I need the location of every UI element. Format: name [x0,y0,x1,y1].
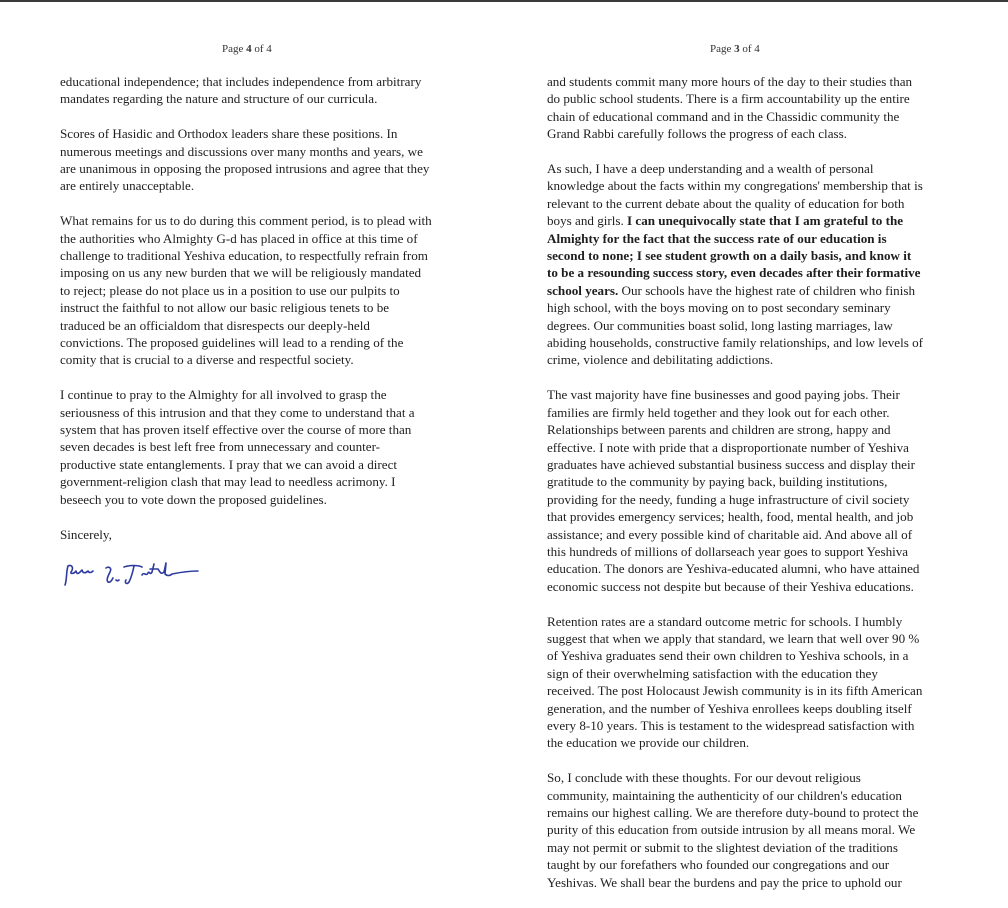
page-3-body [547,73,923,908]
paragraph: and students commit many more hours of the day to their studies than do public school students. There is a firm accountability up the entire chain of educational command and in the Chassidic community the Grand Rabbi carefully follows the progress of each class. [547,74,913,142]
page-label-4: Page 4 of 4 [222,43,272,55]
paragraph-with-emphasis: As such, I have a deep understanding and a wealth of personal knowledge about the facts within my congregations' membership that is relevant to the current debate about the quality of education for both boys and girls. I can unequivocally state that I am grateful to the Almighty for the fact that the success rate of our education is second to none; I see student growth on a daily basis, and know it to be a resounding success story, even decades after their formative school years. Our schools have the highest rate of children who finish high school, with the boys moving on to post secondary seminary degrees. Our communities boast solid, long lasting marriages, law abiding households, constructive family relationships, and low levels of crime, violence and debilitating addictions. [547,161,924,368]
paragraph: educational independence; that includes independence from arbitrary mandates regarding the nature and structure of our curricula. [60,74,422,107]
paragraph: So, I conclude with these thoughts. For our devout religious community, maintaining the authenticity of our children's education remains our highest calling. We are therefore duty-bound to protect the purity of this education from outside intrusion by all means moral. We may not permit or submit to the slightest deviation of the traditions taught by our forefathers who founded our congregations and our Yeshivas. We shall bear the burdens and pay the price to uphold our [547,770,919,890]
paragraph: What remains for us to do during this comment period, is to plead with the authorities who Almighty G-d has placed in office at this time of challenge to traditional Yeshiva education, to respectfully refrain from imposing on us any new burden that we will be religiously mandated to reject; please do not place us in a position to use our pulpits to instruct the faithful to not allow our basic religious tenets to be traduced be an officialdom that disrespects our deeply-held convictions. The proposed guidelines will lead to a rending of the comity that is crucial to a diverse and respectful society. [60,213,432,368]
page-3 [500,0,1008,890]
emphasized-statement: I can unequivocally state that I am grateful to the Almighty for the fact that the success rate of our education is second to none; I see student growth on a daily basis, and know it to be a resounding success story, even decades after their formative school years. [547,213,921,298]
paragraph: Scores of Hasidic and Orthodox leaders share these positions. In numerous meetings and discussions over many months and years, we are unanimous in opposing the proposed intrusions and agree that they are entirely unacceptable. [60,126,430,194]
page-number: 4 [246,43,252,55]
paragraph: Retention rates are a standard outcome metric for schools. I humbly suggest that when we apply that standard, we learn that well over 90 % of Yeshiva graduates send their own children to Yeshiva schools, in a sign of their overwhelming satisfaction with the education they received. The post Holocaust Jewish community is in its fifth American generation, and the number of Yeshiva enrollees keeps doubling itself every 8-10 years. This is testament to the widespread satisfaction with the education we provide our children. [547,613,923,751]
page-number: 3 [734,43,740,55]
page-label-3: Page 3 of 4 [710,43,760,55]
page-4 [0,0,500,801]
closing-salutation: Sincerely, [60,526,112,542]
handwritten-signature [62,558,202,588]
paragraph: The vast majority have fine businesses and good paying jobs. Their families are firmly held together and they look out for each other. Relationships between parents and children are strong, happy and effective. I note with pride that a disproportionate number of Yeshiva graduates have achieved substantial business success and display their gratitude to the community by paying back, building institutions, providing for the needy, funding a huge infrastructure of civil society that provides emergency services; health, food, mental health, and job assistance; and every possible kind of charitable aid. And above all of this hundreds of millions of dollarseach year goes to support Yeshiva education. The donors are Yeshiva-educated alumni, who have attained economic success not despite but because of their Yeshiva educations. [547,387,920,594]
paragraph: I continue to pray to the Almighty for all involved to grasp the seriousness of this intrusion and that they come to understand that a system that has proven itself effective over the course of more than seven decades is best left free from unnecessary and counter-productive state entanglements. I pray that we can avoid a direct government-religion clash that may lead to needless acrimony. I beseech you to vote down the proposed guidelines. [60,387,415,507]
page-4-body [60,73,432,588]
